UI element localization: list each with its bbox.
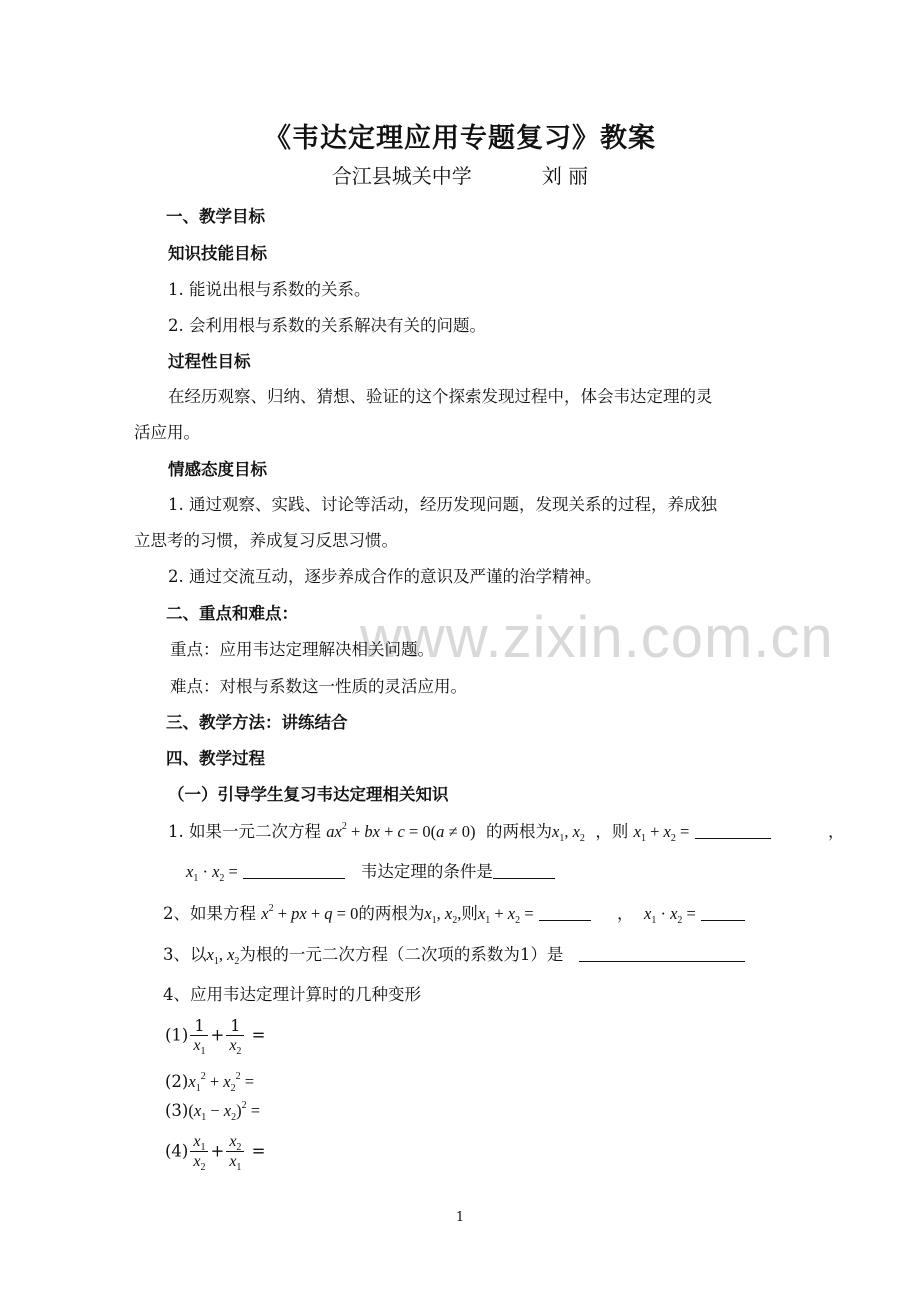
answer-blank	[701, 904, 745, 921]
paragraph: 立思考的习惯，养成复习反思习惯。	[134, 531, 398, 550]
answer-blank	[695, 822, 771, 839]
variant-4: (4) $\frac{x_1}{x_2}$ + $\frac{x_2}{x_1}$ =	[165, 1133, 266, 1173]
answer-blank	[539, 904, 591, 921]
variant-1: (1) $\frac{1}{x_1}$ + $\frac{1}{x_2}$ =	[165, 1016, 266, 1057]
author-school: 合江县城关中学	[331, 164, 472, 188]
question-4: 4、应用韦达定理计算时的几种变形	[163, 985, 421, 1004]
subheading-attitude: 情感态度目标	[168, 460, 267, 479]
paragraph: 在经历观察、归纳、猜想、验证的这个探索发现过程中，体会韦达定理的灵	[168, 387, 713, 406]
question-2: 2、如果方程 $x^2$ + px + q = 0的两根为$x_1$, $x_2$,则$x_1 + x_2$ = ， $x_1 \cdot x_2$ =	[163, 900, 745, 924]
paragraph: 2. 通过交流互动，逐步养成合作的意识及严谨的治学精神。	[168, 567, 602, 586]
watermark: www.zixin.com.cn	[360, 605, 834, 670]
section-heading-keypoints: 二、重点和难点：	[166, 604, 298, 623]
document-title: 《韦达定理应用专题复习》教案	[264, 123, 656, 154]
variant-2: $(2)x_1^2 + x_2^2$ =	[165, 1071, 255, 1094]
variant-3: $(3)(x_1 - x_2)^2$ =	[165, 1100, 261, 1123]
page-number: 1	[455, 1210, 465, 1225]
section-heading-objectives: 一、教学目标	[166, 207, 265, 226]
subheading-process: 过程性目标	[168, 352, 251, 371]
answer-blank	[579, 945, 745, 962]
subheading-review: （一）引导学生复习韦达定理相关知识	[168, 785, 449, 804]
question-3: 3、以$x_1$, $x_2$为根的一元二次方程（二次项的系数为1）是	[163, 941, 745, 965]
answer-blank	[243, 862, 345, 879]
section-heading-method: 三、教学方法：讲练结合	[166, 713, 348, 732]
paragraph: 难点：对根与系数这一性质的灵活应用。	[170, 677, 467, 696]
paragraph: 活应用。	[134, 423, 200, 442]
paragraph: 1. 通过观察、实践、讨论等活动，经历发现问题，发现关系的过程，养成独	[168, 495, 717, 514]
punctuation-comma: ，	[828, 822, 845, 841]
author-line	[0, 160, 920, 189]
paragraph: 重点：应用韦达定理解决相关问题。	[170, 640, 434, 659]
author-name: 刘 丽	[541, 164, 589, 188]
math-quadratic-equation: $ax^2$ + bx + c = 0(a ≠ 0)	[326, 821, 476, 841]
paragraph: 1. 能说出根与系数的关系。	[168, 280, 371, 299]
question-1: 1. 如果一元二次方程 $ax^2$ + bx + c = 0(a ≠ 0) 的两根为$x_1$, $x_2$ ，则 $x_1 + x_2$ =	[168, 818, 771, 842]
question-1-line-2: $x_1 \cdot x_2$ = 韦达定理的条件是	[186, 858, 555, 882]
section-heading-process: 四、教学过程	[166, 749, 265, 768]
paragraph: 2. 会利用根与系数的关系解决有关的问题。	[168, 316, 486, 335]
answer-blank	[493, 862, 555, 879]
subheading-knowledge: 知识技能目标	[168, 244, 267, 263]
